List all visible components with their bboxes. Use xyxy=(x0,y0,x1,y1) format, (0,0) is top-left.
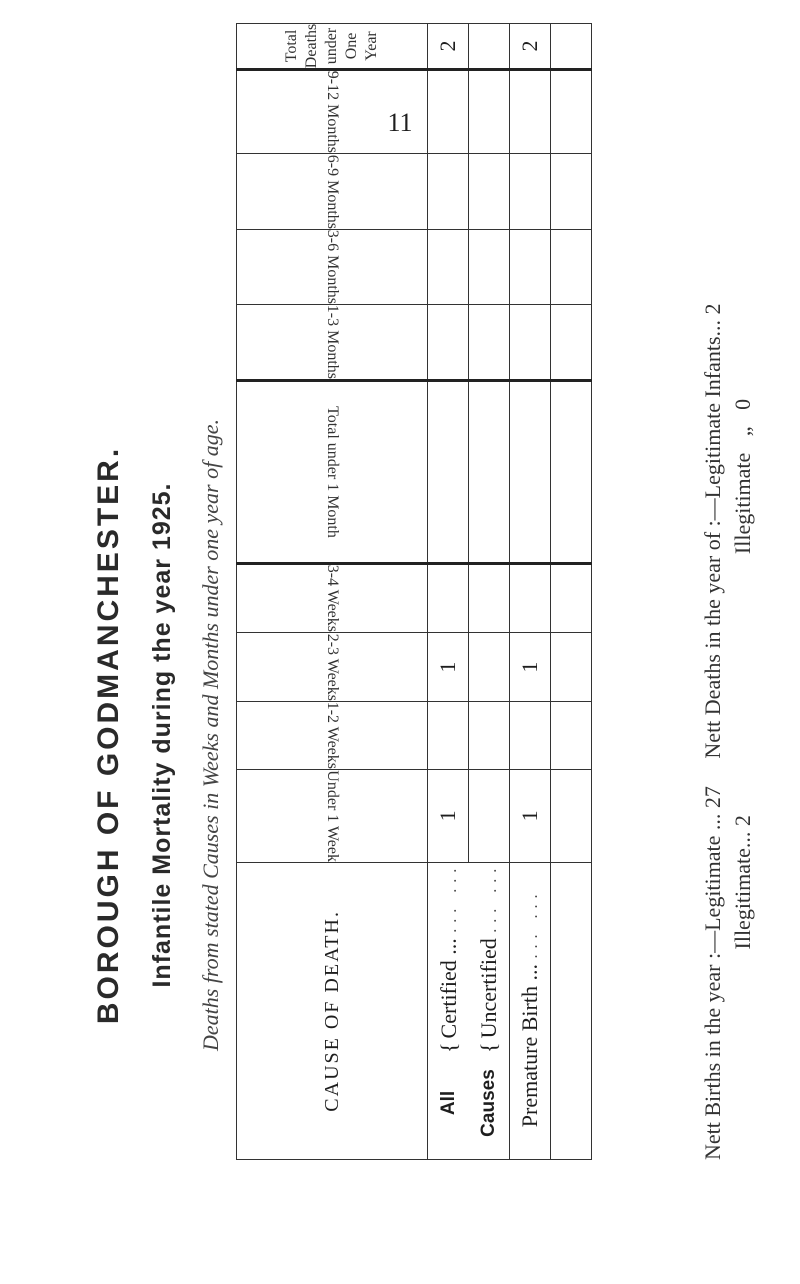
total-cell xyxy=(551,23,592,69)
cell xyxy=(551,770,592,863)
table-caption: Deaths from stated Causes in Weeks and Months under one year of age. xyxy=(198,418,223,1052)
cell xyxy=(510,701,551,769)
births-label: Nett Births in the year :—Legitimate ... xyxy=(700,813,725,1160)
total-cell: 2 xyxy=(428,23,469,69)
deaths-legitimate-value: 2 xyxy=(700,303,725,315)
cell xyxy=(510,381,551,564)
document-title: BOROUGH OF GODMANCHESTER. xyxy=(92,445,125,1025)
page-number: 11 xyxy=(387,108,413,137)
cell xyxy=(428,701,469,769)
total-cell xyxy=(469,23,510,69)
group-label: Causes xyxy=(477,1069,499,1137)
rotated-page-content xyxy=(90,23,755,1160)
births-legitimate-value: 27 xyxy=(700,786,725,809)
cell xyxy=(469,154,510,229)
total-deaths-header: Total Deaths under One Year xyxy=(237,23,428,69)
deaths-label: Nett Deaths in the year of :—Legitimate Infants... xyxy=(700,319,725,759)
cell xyxy=(469,564,510,633)
cell xyxy=(469,633,510,701)
column-header: 6-9 Months xyxy=(237,154,428,229)
cell: 1 xyxy=(510,633,551,701)
cell xyxy=(510,229,551,304)
cell: 1 xyxy=(428,633,469,701)
cell: 1 xyxy=(510,770,551,863)
cell xyxy=(551,633,592,701)
cause-cell xyxy=(551,862,592,1159)
column-header: 1-2 Weeks xyxy=(237,701,428,769)
births-illegitimate-label: Illegitimate... xyxy=(730,831,755,950)
cell xyxy=(551,154,592,229)
births-summary xyxy=(700,160,726,1160)
deaths-illegitimate-label: Illegitimate xyxy=(730,452,755,555)
cell xyxy=(551,701,592,769)
all-causes-cell: All Causes {Certified ... ... ... {Uncertified ... ... xyxy=(428,862,510,1159)
cell xyxy=(510,304,551,380)
cell xyxy=(428,304,469,380)
cell xyxy=(551,304,592,380)
cell xyxy=(469,701,510,769)
table-header-row xyxy=(237,23,428,1159)
cell xyxy=(551,381,592,564)
group-label: All xyxy=(437,1090,459,1116)
cell xyxy=(428,381,469,564)
cell xyxy=(551,564,592,633)
deaths-illegitimate-value: 0 xyxy=(730,398,755,410)
illegitimate-summary xyxy=(730,160,756,1160)
column-header: 2-3 Weeks xyxy=(237,633,428,701)
births-illegitimate-value: 2 xyxy=(730,815,755,827)
column-header: Total under 1 Month xyxy=(237,381,428,564)
cell xyxy=(469,304,510,380)
cell xyxy=(551,229,592,304)
cell xyxy=(551,70,592,154)
cell xyxy=(469,770,510,863)
cell xyxy=(510,564,551,633)
cell xyxy=(469,229,510,304)
cause-cell: Premature Birth ... ... ... xyxy=(510,862,551,1159)
cell xyxy=(428,70,469,154)
document-subtitle: Infantile Mortality during the year 1925. xyxy=(148,482,176,988)
cause-label: Certified ... xyxy=(435,938,461,1039)
cause-of-death-header: CAUSE OF DEATH. xyxy=(237,862,428,1159)
cell: 1 xyxy=(428,770,469,863)
infant-mortality-table xyxy=(236,23,592,1160)
total-cell: 2 xyxy=(510,23,551,69)
cell xyxy=(510,154,551,229)
cell xyxy=(428,229,469,304)
column-header: Under 1 Week xyxy=(237,770,428,863)
table-row xyxy=(428,23,469,1159)
cause-label: Uncertified xyxy=(475,938,501,1039)
column-header: 9-12 Months xyxy=(237,70,428,154)
column-header: 1-3 Months xyxy=(237,304,428,380)
table-row xyxy=(510,23,551,1159)
cell xyxy=(469,381,510,564)
cause-label: Premature Birth ... xyxy=(517,964,542,1128)
column-header: 3-4 Weeks xyxy=(237,564,428,633)
cell xyxy=(469,70,510,154)
cell xyxy=(428,564,469,633)
ditto-mark: „ xyxy=(730,426,755,437)
column-header: 3-6 Months xyxy=(237,229,428,304)
cell xyxy=(428,154,469,229)
table-row xyxy=(551,23,592,1159)
cell xyxy=(510,70,551,154)
